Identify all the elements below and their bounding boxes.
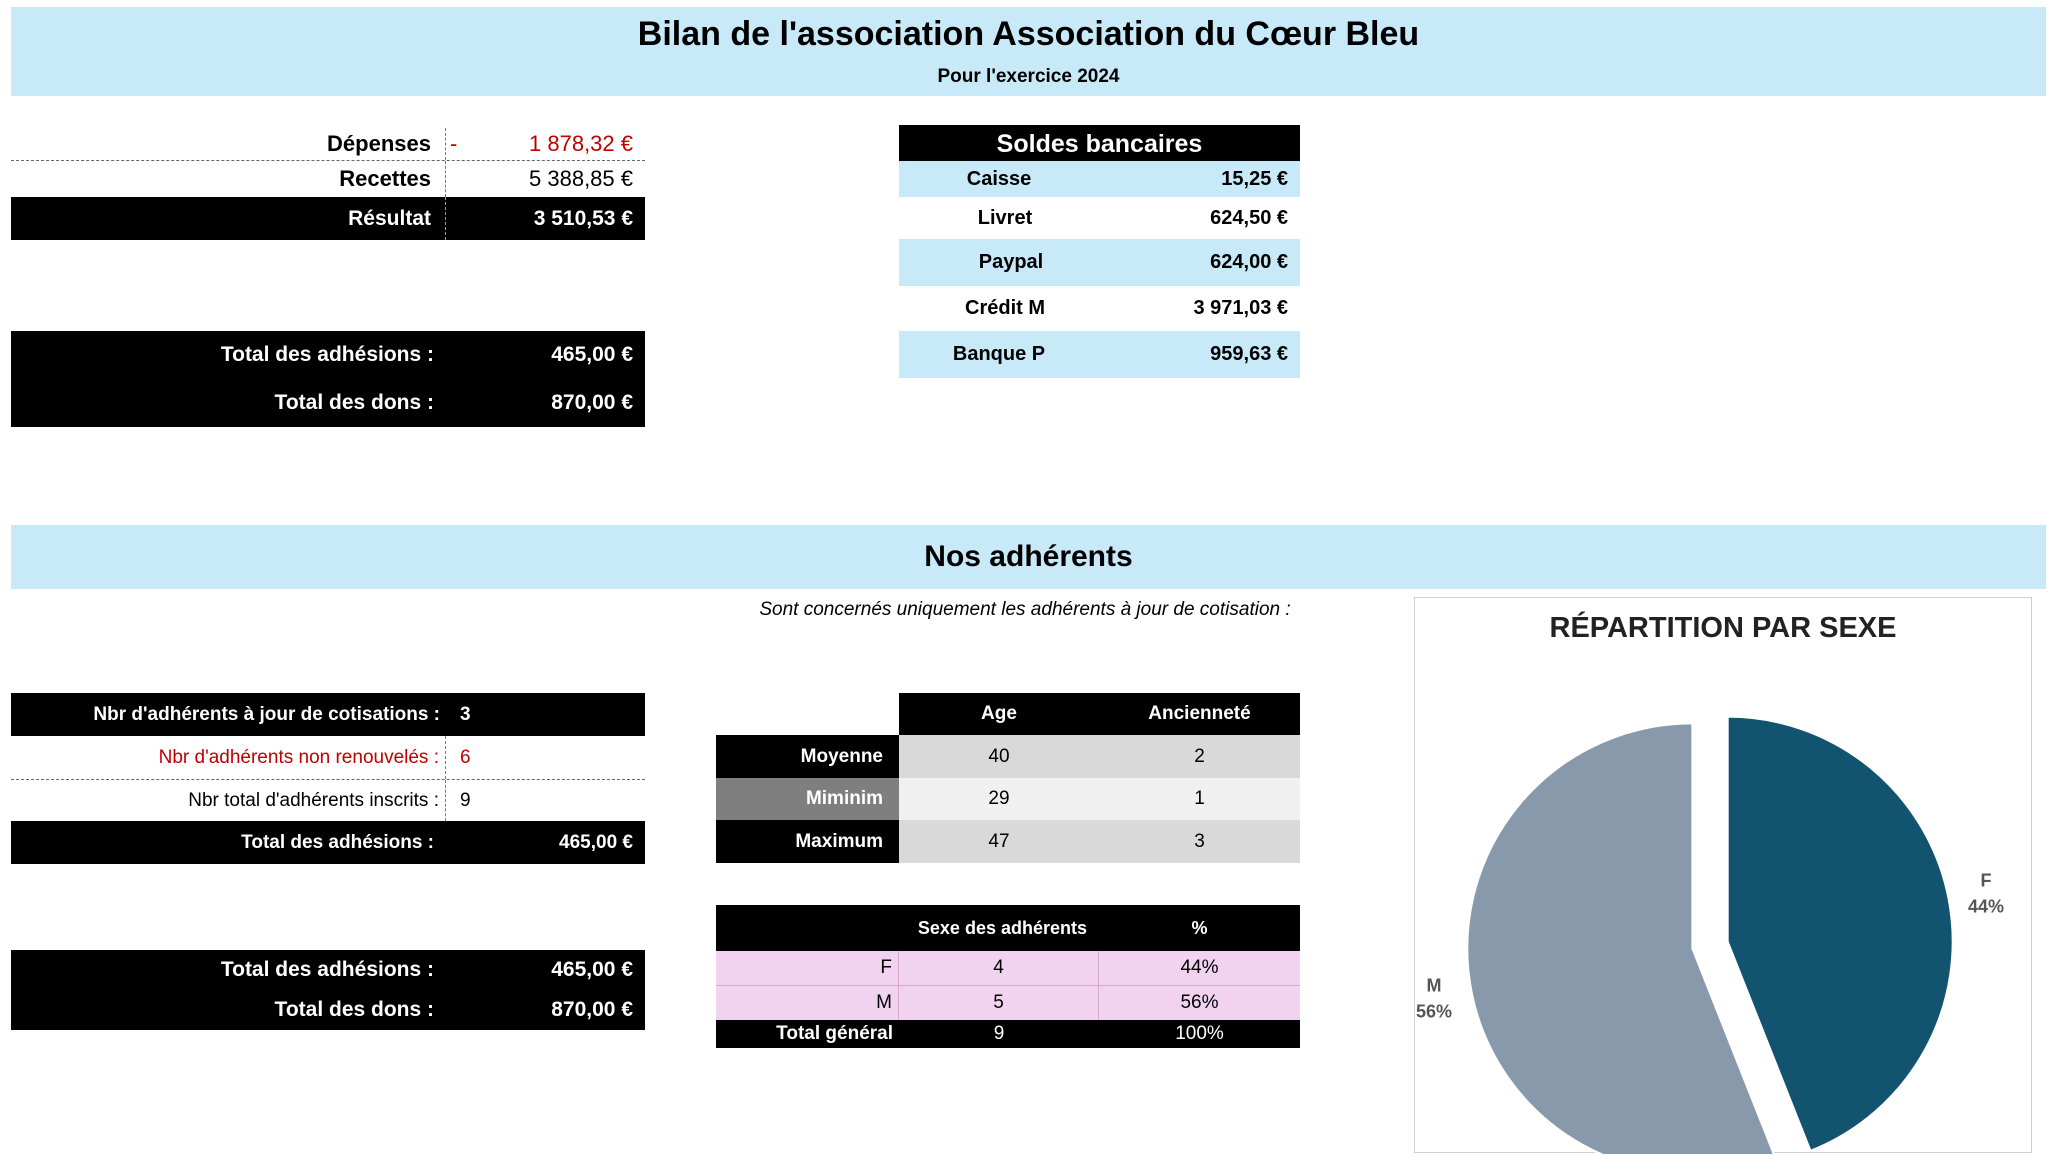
depenses-row bbox=[11, 128, 645, 161]
stats-anciennete: 3 bbox=[1194, 830, 1205, 852]
pie-slice-f bbox=[1728, 717, 1953, 1151]
soldes-table bbox=[899, 125, 1300, 378]
total-dons-label: Total des dons : bbox=[274, 998, 434, 1021]
sexe-count: 5 bbox=[993, 992, 1004, 1013]
stats-header-age: Age bbox=[981, 703, 1017, 724]
totaux-bottom-block bbox=[11, 950, 645, 1030]
total-adhesions-label: Total des adhésions : bbox=[220, 343, 434, 366]
stats-row-label: Maximum bbox=[795, 830, 883, 852]
stats-age: 29 bbox=[988, 788, 1010, 809]
page-title: Bilan de l'association Association du Cœur Bleu bbox=[637, 15, 1420, 53]
non-renouveles-row bbox=[11, 736, 645, 780]
adhesions-value: 465,00 € bbox=[559, 831, 633, 853]
recettes-row bbox=[11, 161, 645, 197]
stats-table bbox=[716, 693, 1300, 863]
soldes-label: Caisse bbox=[966, 167, 1032, 190]
stats-header-row bbox=[716, 693, 1300, 735]
pie-value-f: 44% bbox=[1968, 896, 2005, 917]
pie-svg bbox=[1415, 598, 2033, 1154]
total-inscrits-value: 9 bbox=[460, 789, 471, 811]
depenses-label: Dépenses bbox=[327, 131, 431, 156]
soldes-label: Crédit M bbox=[965, 297, 1045, 319]
sexe-header-pct: % bbox=[1191, 917, 1208, 938]
stats-age: 47 bbox=[988, 830, 1010, 852]
soldes-value: 959,63 € bbox=[1210, 343, 1288, 365]
recettes-value: 5 388,85 € bbox=[529, 166, 633, 191]
total-dons-label: Total des dons : bbox=[274, 391, 434, 414]
resultat-block bbox=[11, 128, 645, 240]
total-adhesions-value: 465,00 € bbox=[551, 343, 633, 366]
total-dons-value: 870,00 € bbox=[551, 998, 633, 1021]
stats-anciennete: 2 bbox=[1194, 745, 1205, 767]
page-subtitle: Pour l'exercice 2024 bbox=[937, 66, 1120, 87]
sexe-total-count: 9 bbox=[993, 1023, 1005, 1044]
stats-row-label: Miminim bbox=[805, 788, 883, 809]
stats-row bbox=[716, 778, 1300, 820]
sexe-table bbox=[716, 905, 1300, 1048]
non-renouveles-label: Nbr d'adhérents non renouvelés : bbox=[158, 746, 439, 768]
sexe-row bbox=[716, 986, 1300, 1020]
a-jour-label: Nbr d'adhérents à jour de cotisations : bbox=[93, 703, 440, 725]
resultat-row bbox=[11, 197, 645, 240]
adherents-counts bbox=[11, 693, 645, 864]
pie-value-m: 56% bbox=[1415, 1001, 1452, 1022]
sexe-total-row bbox=[716, 1020, 1300, 1048]
adhesions-row bbox=[11, 821, 645, 864]
soldes-title: Soldes bancaires bbox=[899, 125, 1300, 161]
total-adhesions-label: Total des adhésions : bbox=[220, 958, 434, 981]
soldes-label: Livret bbox=[977, 206, 1033, 229]
soldes-row bbox=[899, 197, 1300, 239]
adherents-note: Sont concernés uniquement les adhérents à jour de cotisation : bbox=[759, 599, 1291, 620]
stats-header-anciennete: Ancienneté bbox=[1148, 703, 1251, 724]
depenses-sign: - bbox=[450, 131, 458, 156]
sexe-pct: 56% bbox=[1180, 992, 1219, 1013]
total-dons-value: 870,00 € bbox=[551, 391, 633, 414]
sexe-count: 4 bbox=[993, 957, 1004, 978]
stats-row bbox=[716, 735, 1300, 778]
adherents-title: Nos adhérents bbox=[924, 540, 1133, 573]
sexe-total-pct: 100% bbox=[1175, 1023, 1224, 1044]
soldes-row bbox=[899, 331, 1300, 378]
soldes-label: Paypal bbox=[978, 251, 1044, 273]
soldes-row bbox=[899, 161, 1300, 197]
pie-label-f: F bbox=[1980, 870, 1992, 891]
depenses-value: 1 878,32 € bbox=[529, 131, 633, 156]
non-renouveles-value: 6 bbox=[460, 746, 471, 768]
adhesions-label: Total des adhésions : bbox=[241, 831, 434, 853]
soldes-row bbox=[899, 286, 1300, 331]
sexe-header-label: Sexe des adhérents bbox=[917, 917, 1087, 938]
soldes-row bbox=[899, 239, 1300, 286]
resultat-label: Résultat bbox=[348, 206, 431, 230]
sexe-label: M bbox=[876, 992, 892, 1013]
a-jour-row bbox=[11, 693, 645, 736]
pie-label-m: M bbox=[1426, 975, 1442, 996]
resultat-value: 3 510,53 € bbox=[533, 206, 633, 230]
a-jour-value: 3 bbox=[460, 703, 471, 725]
total-inscrits-label: Nbr total d'adhérents inscrits : bbox=[188, 789, 439, 811]
pie-chart-frame bbox=[1414, 597, 2032, 1153]
stats-age: 40 bbox=[988, 745, 1010, 767]
soldes-value: 15,25 € bbox=[1221, 167, 1288, 190]
chart-title: RÉPARTITION PAR SEXE bbox=[1549, 612, 1897, 644]
stats-anciennete: 1 bbox=[1194, 788, 1205, 809]
sexe-pct: 44% bbox=[1180, 957, 1219, 978]
soldes-value: 624,00 € bbox=[1210, 251, 1288, 273]
soldes-label: Banque P bbox=[952, 343, 1046, 365]
sexe-row bbox=[716, 951, 1300, 986]
totaux-top-block bbox=[11, 331, 645, 427]
sexe-header-row bbox=[716, 905, 1300, 951]
recettes-label: Recettes bbox=[339, 166, 431, 191]
stats-row-label: Moyenne bbox=[800, 745, 883, 767]
soldes-value: 3 971,03 € bbox=[1193, 297, 1288, 319]
sexe-total-label: Total général bbox=[776, 1023, 893, 1044]
sexe-label: F bbox=[880, 957, 892, 978]
total-adhesions-value: 465,00 € bbox=[551, 958, 633, 981]
soldes-value: 624,50 € bbox=[1210, 206, 1288, 229]
stats-row bbox=[716, 820, 1300, 863]
total-inscrits-row bbox=[11, 780, 645, 821]
